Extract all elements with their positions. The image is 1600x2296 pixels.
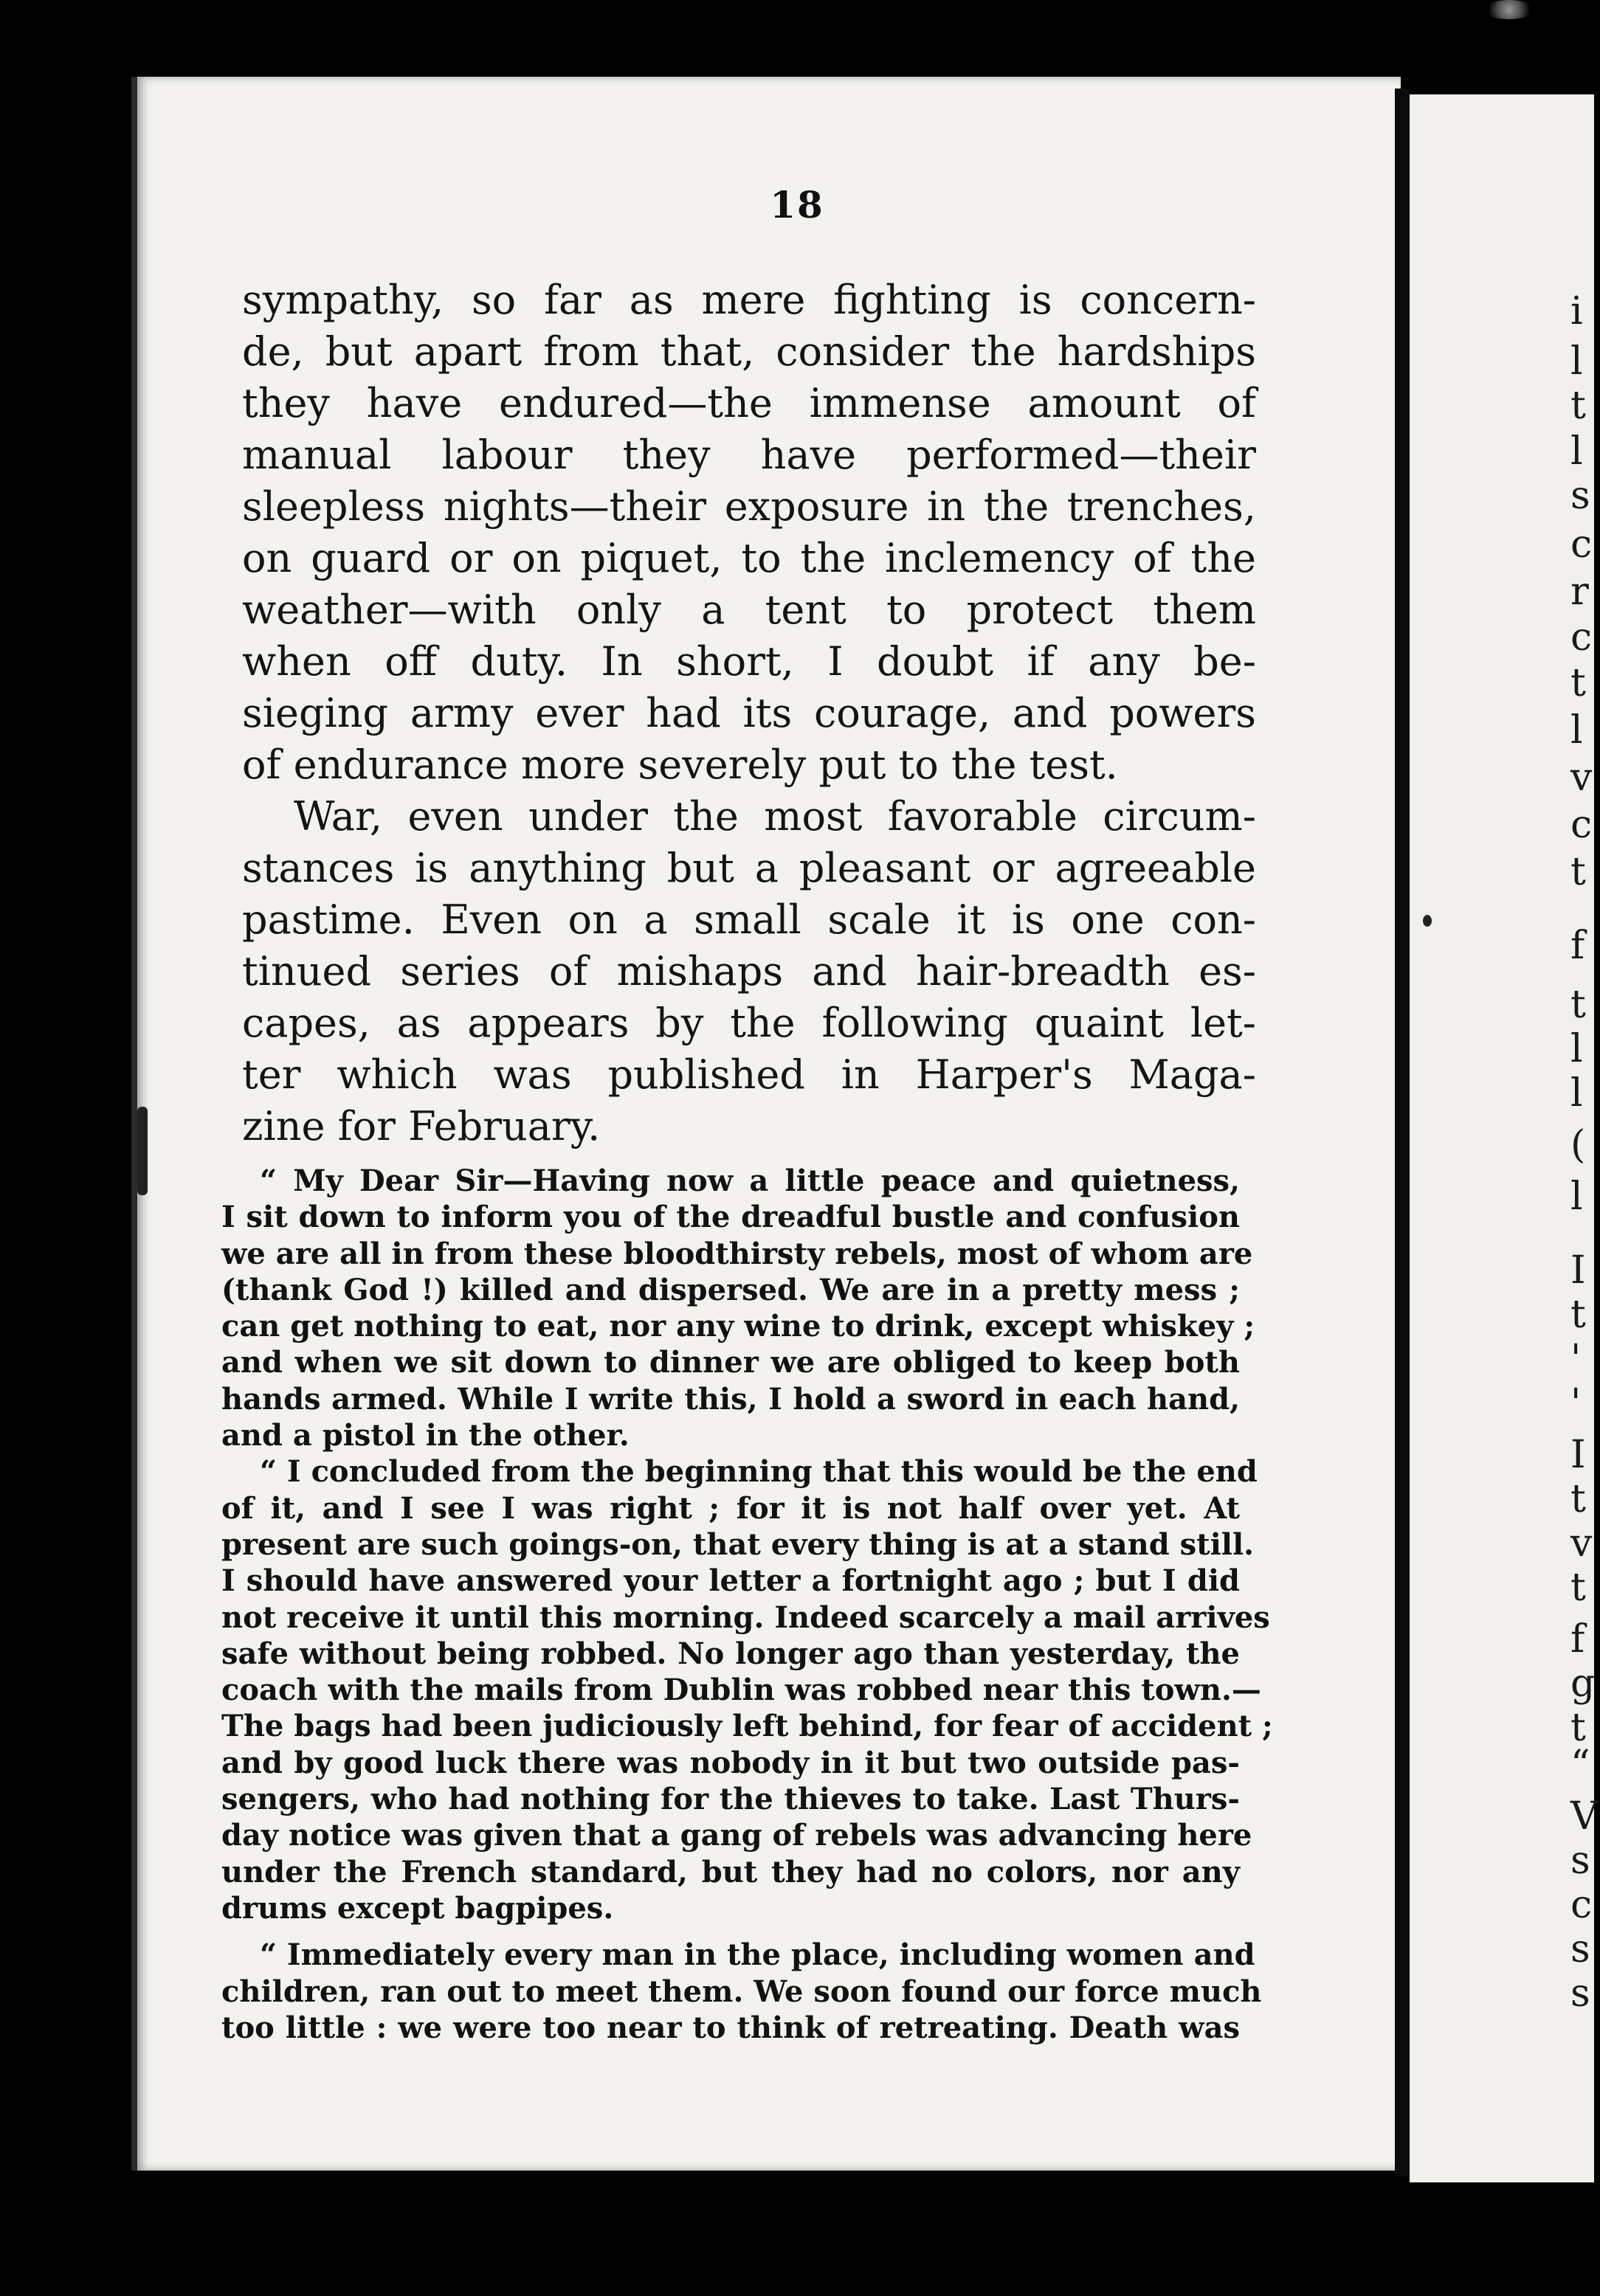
facing-page-fragment: “ <box>1570 1743 1590 1787</box>
letter-line: I sit down to inform you of the dreadful bustle and confusion <box>221 1200 1240 1235</box>
facing-page-fragment: V <box>1570 1794 1599 1839</box>
facing-page-fragment: ' <box>1570 1381 1582 1425</box>
facing-page <box>1410 94 1594 2182</box>
facing-page-fragment: ( <box>1570 1123 1586 1167</box>
facing-page-fragment: c <box>1570 615 1593 660</box>
facing-page-fragment: t <box>1570 1566 1586 1610</box>
quoted-letter <box>221 1163 1273 2046</box>
letter-line: under the French standard, but they had no colors, nor any <box>221 1854 1240 1889</box>
body-line: zine for February. <box>242 1103 601 1149</box>
body-line: sieging army ever had its courage, and powers <box>242 690 1256 736</box>
body-line: stances is anything but a pleasant or agreeable <box>242 845 1256 891</box>
body-line: War, even under the most favorable circum- <box>294 793 1256 840</box>
book-gutter <box>1395 89 1410 2176</box>
facing-page-fragment: t <box>1570 661 1586 705</box>
letter-line: and when we sit down to dinner we are obliged to keep both <box>221 1345 1240 1380</box>
binding-mark <box>137 1107 148 1195</box>
body-line: manual labour they have performed—their <box>242 432 1256 478</box>
letter-line: not receive it until this morning. Indeed scarcely a mail arrives <box>221 1600 1270 1635</box>
body-line: tinued series of mishaps and hair-breadth es- <box>242 948 1256 995</box>
body-line: of endurance more severely put to the test. <box>242 741 1118 788</box>
letter-line: “ My Dear Sir—Having now a little peace and quietness, <box>260 1163 1240 1198</box>
body-line: on guard or on piquet, to the inclemency of the <box>242 535 1256 581</box>
letter-line: present are such goings-on, that every thing is at a stand still. <box>221 1526 1255 1562</box>
facing-page-fragment: t <box>1570 983 1586 1027</box>
letter-line: I should have answered your letter a fortnight ago ; but I did <box>221 1563 1240 1599</box>
facing-page-fragment: s <box>1570 474 1590 518</box>
facing-page-fragment: l <box>1570 1071 1583 1116</box>
facing-page-fragment: l <box>1570 708 1583 753</box>
facing-page-fragment: g <box>1570 1662 1596 1706</box>
facing-page-fragment: l <box>1570 1175 1583 1219</box>
body-text <box>242 274 1256 1152</box>
ink-speck <box>1423 915 1432 927</box>
body-line: they have endured—the immense amount of <box>242 380 1256 426</box>
facing-page-fragment: I <box>1570 1433 1586 1477</box>
facing-page-fragment: l <box>1570 1027 1583 1071</box>
letter-line: we are all in from these bloodthirsty rebels, most of whom are <box>221 1236 1253 1271</box>
letter-line: coach with the mails from Dublin was robbed near this town.— <box>221 1673 1261 1708</box>
facing-page-fragment: t <box>1570 384 1586 428</box>
body-line: sleepless nights—their exposure in the trenches, <box>242 483 1256 530</box>
facing-page-fragment: s <box>1570 1971 1590 2016</box>
facing-page-fragment: r <box>1570 570 1589 614</box>
facing-page-fragment: c <box>1570 803 1593 847</box>
facing-page-fragment: ' <box>1570 1337 1582 1381</box>
letter-line: “ Immediately every man in the place, including women and <box>260 1937 1255 1973</box>
facing-page-fragment: f <box>1570 924 1585 968</box>
body-line: capes, as appears by the following quaint let- <box>242 1000 1256 1046</box>
page-number: 18 <box>770 183 824 227</box>
body-line: pastime. Even on a small scale it is one con- <box>242 896 1256 943</box>
letter-line: and a pistol in the other. <box>221 1418 630 1453</box>
body-line: weather—with only a tent to protect them <box>242 587 1256 633</box>
facing-page-fragment: f <box>1570 1617 1585 1662</box>
facing-page-fragment: s <box>1570 1927 1590 1971</box>
facing-page-fragment: I <box>1570 1248 1586 1293</box>
letter-line: safe without being robbed. No longer ago than yesterday, the <box>221 1636 1240 1671</box>
letter-line: day notice was given that a gang of rebels was advancing here <box>221 1818 1252 1853</box>
facing-page-fragment: l <box>1570 339 1583 384</box>
letter-line: can get nothing to eat, nor any wine to drink, except whiskey ; <box>221 1309 1255 1344</box>
letter-line: The bags had been judiciously left behind, for fear of accident ; <box>221 1709 1273 1744</box>
letter-line: “ I concluded from the beginning that this would be the end <box>260 1454 1258 1490</box>
body-line: ter which was published in Harper's Maga- <box>242 1051 1256 1098</box>
facing-page-fragment: c <box>1570 1883 1593 1927</box>
facing-page-fragment: i <box>1570 289 1583 333</box>
body-line: sympathy, so far as mere fighting is concern- <box>242 277 1256 323</box>
letter-line: (thank God !) killed and dispersed. We are in a pretty mess ; <box>221 1272 1240 1307</box>
facing-page-fragment: t <box>1570 1293 1586 1337</box>
facing-page-fragment: c <box>1570 522 1593 567</box>
letter-line: drums except bagpipes. <box>221 1890 614 1926</box>
letter-line: children, ran out to meet them. We soon found our force much <box>221 1974 1262 2009</box>
facing-page-fragment: v <box>1570 1521 1593 1566</box>
letter-line: of it, and I see I was right ; for it is not half over yet. At <box>221 1490 1240 1526</box>
body-line: when off duty. In short, I doubt if any be- <box>242 638 1256 685</box>
letter-line: and by good luck there was nobody in it but two outside pas- <box>221 1745 1240 1780</box>
scan-speck <box>1483 0 1535 19</box>
facing-page-fragment: v <box>1570 755 1593 800</box>
facing-page-fragment: l <box>1570 429 1583 474</box>
facing-page-fragment: t <box>1570 1477 1586 1521</box>
facing-page-fragment: s <box>1570 1839 1590 1883</box>
letter-line: too little : we were too near to think of retreating. Death was <box>221 2010 1240 2045</box>
body-line: de, but apart from that, consider the hardships <box>242 328 1256 375</box>
letter-line: hands armed. While I write this, I hold a sword in each hand, <box>221 1381 1240 1417</box>
facing-page-fragment: t <box>1570 1706 1586 1750</box>
facing-page-fragment: t <box>1570 850 1586 894</box>
letter-line: sengers, who had nothing for the thieves to take. Last Thurs- <box>221 1782 1240 1817</box>
paragraph-gap <box>221 1926 1240 1937</box>
